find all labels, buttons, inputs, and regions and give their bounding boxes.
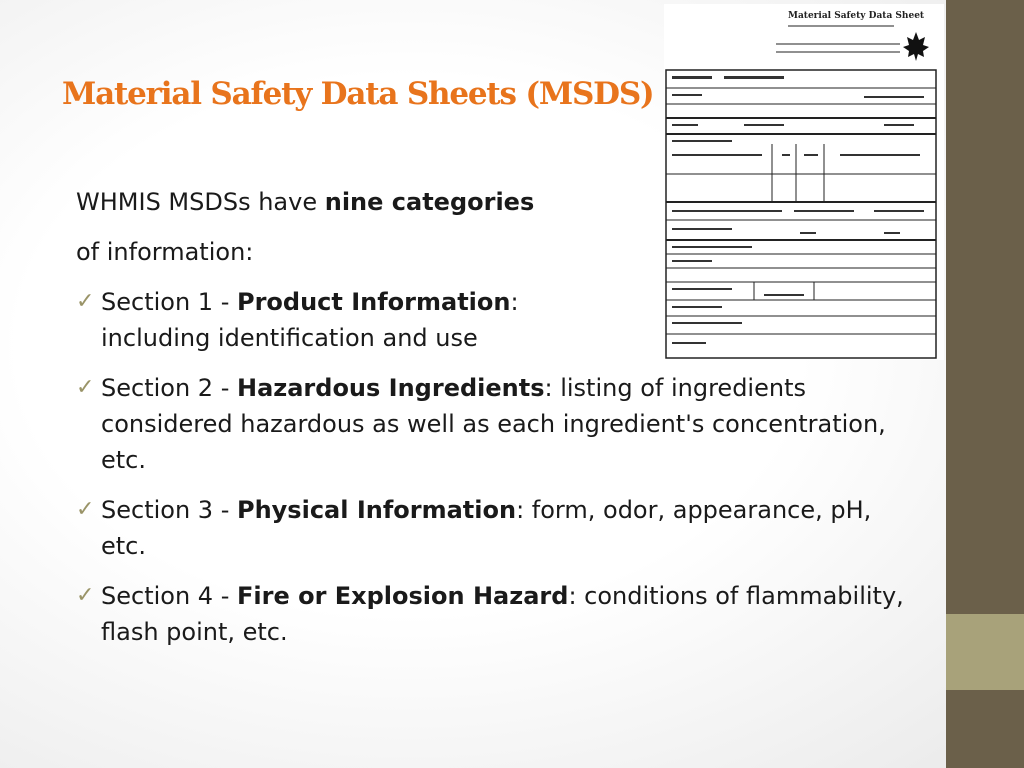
section-prefix: Section 2 - (101, 374, 237, 402)
section-description: : form, odor, appearance, pH, etc. (101, 496, 872, 560)
slide-body (76, 184, 906, 664)
section-item-2 (76, 370, 906, 478)
side-accent-block (946, 614, 1024, 690)
section-item-3 (76, 492, 906, 564)
slide-title: Material Safety Data Sheets (MSDS) (62, 76, 654, 112)
checkmark-icon: ✓ (76, 583, 95, 608)
section-prefix: Section 4 - (101, 582, 237, 610)
intro-bold: nine categories (324, 188, 535, 216)
checkmark-icon: ✓ (76, 497, 95, 522)
msds-form-heading: Material Safety Data Sheet (788, 11, 925, 21)
section-title: Physical Information (236, 496, 517, 524)
section-prefix: Section 1 - (101, 288, 237, 316)
intro-line-1 (76, 184, 906, 220)
section-title: Hazardous Ingredients (236, 374, 545, 402)
checkmark-icon: ✓ (76, 289, 95, 314)
section-title: Fire or Explosion Hazard (236, 582, 569, 610)
section-item-1 (76, 284, 621, 356)
maple-leaf-icon (903, 32, 929, 61)
section-description: : including identification and use (101, 288, 519, 352)
section-description: : listing of ingredients considered hazardous as well as each ingredient's concentration, etc. (101, 374, 886, 474)
intro-text: WHMIS MSDSs have (76, 188, 325, 216)
section-item-4 (76, 578, 906, 650)
checkmark-icon: ✓ (76, 375, 95, 400)
section-description: : conditions of flammability, flash point, etc. (101, 582, 904, 646)
section-title: Product Information (236, 288, 511, 316)
intro-line-2: of information: (76, 238, 254, 266)
section-prefix: Section 3 - (101, 496, 237, 524)
